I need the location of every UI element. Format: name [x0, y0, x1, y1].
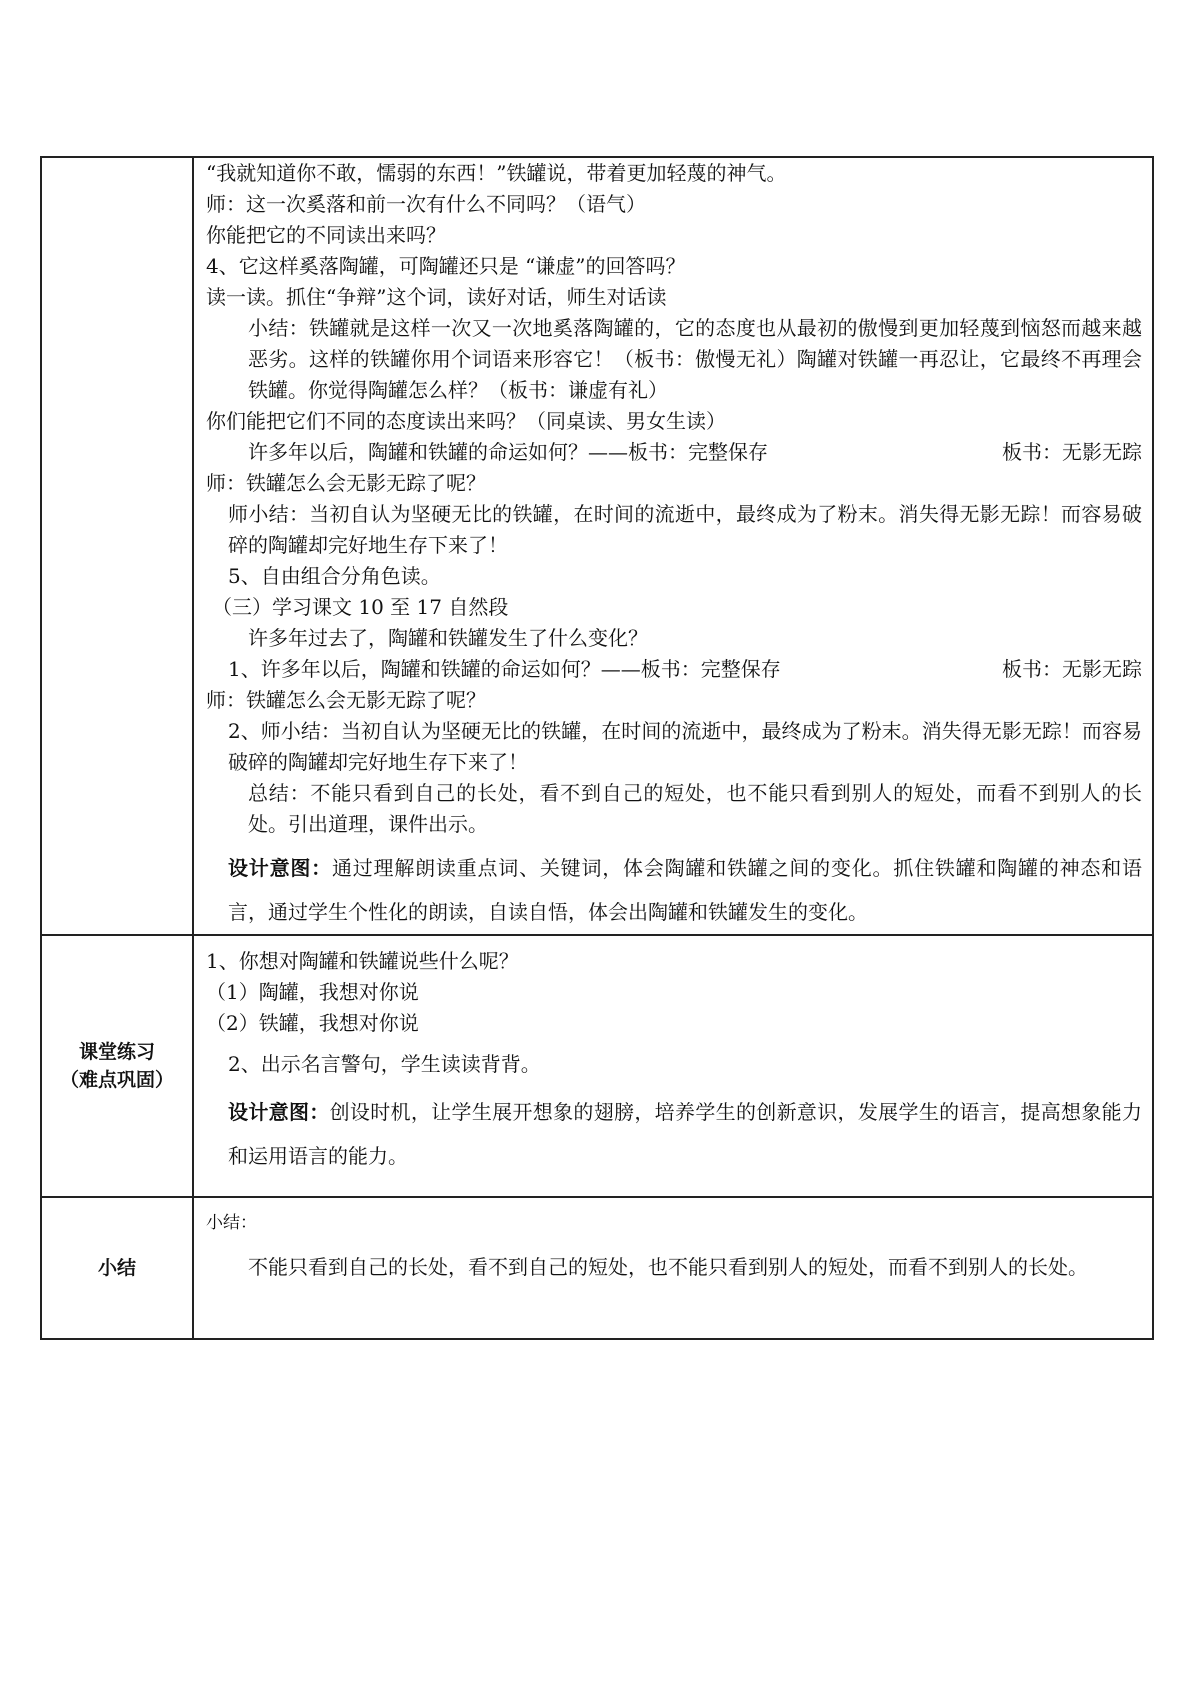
text-line: “我就知道你不敢，懦弱的东西！”铁罐说，带着更加轻蔑的神气。	[206, 161, 787, 185]
process-label-cell	[41, 157, 193, 935]
text-line-split	[206, 437, 1142, 468]
board-note: 板书：无影无踪	[1002, 440, 1142, 464]
paragraph-summary: 小结：铁罐就是这样一次又一次地奚落陶罐的，它的态度也从最初的傲慢到更加轻蔑到恼怒而越来越恶劣。这样的铁罐你用个词语来形容它！（板书：傲慢无礼）陶罐对铁罐一再忍让，它最终不再理会铁罐。你觉得陶罐怎么样？（板书：谦虚有礼）	[248, 316, 1142, 402]
text-line: 你能把它的不同读出来吗？	[206, 223, 446, 247]
practice-content	[194, 936, 1152, 1178]
text-line: 5、自由组合分角色读。	[228, 564, 441, 588]
process-content-cell	[193, 157, 1153, 935]
summary-heading: 小结：	[206, 1213, 257, 1233]
process-content	[194, 158, 1152, 934]
board-note: 板书：无影无踪	[1002, 657, 1142, 681]
table-row-process	[41, 157, 1153, 935]
text-line: （2）铁罐，我想对你说	[206, 1011, 419, 1035]
design-intent-text: 通过理解朗读重点词、关键词，体会陶罐和铁罐之间的变化。抓住铁罐和陶罐的神态和语言，通过学生个性化的朗读，自读自悟，体会出陶罐和铁罐发生的变化。	[228, 856, 1142, 924]
text-line: 师：铁罐怎么会无影无踪了呢？	[206, 471, 486, 495]
practice-label-cell	[41, 935, 193, 1197]
text-line: 2、出示名言警句，学生读读背背。	[228, 1052, 541, 1076]
text-line: 师：这一次奚落和前一次有什么不同吗？（语气）	[206, 192, 646, 216]
summary-content	[194, 1198, 1152, 1289]
design-intent-text: 创设时机，让学生展开想象的翅膀，培养学生的创新意识，发展学生的语言，提高想象能力和运用语言的能力。	[228, 1100, 1142, 1168]
text-line: 4、它这样奚落陶罐，可陶罐还只是 “谦虚”的回答吗？	[206, 254, 686, 278]
practice-label: 课堂练习	[78, 1041, 155, 1063]
lesson-plan-table	[40, 156, 1154, 1340]
practice-content-cell	[193, 935, 1153, 1197]
summary-text: 不能只看到自己的长处，看不到自己的短处，也不能只看到别人的短处，而看不到别人的长处。	[248, 1255, 1088, 1279]
text-line: 1、许多年以后，陶罐和铁罐的命运如何？——板书：完整保存	[228, 657, 781, 681]
text-line: 许多年以后，陶罐和铁罐的命运如何？——板书：完整保存	[248, 440, 768, 464]
text-line: 读一读。抓住“争辩”这个词，读好对话，师生对话读	[206, 285, 667, 309]
text-line: 许多年过去了，陶罐和铁罐发生了什么变化？	[248, 626, 648, 650]
table-row-summary	[41, 1197, 1153, 1339]
design-intent-label: 设计意图：	[228, 1100, 330, 1124]
design-intent	[206, 1090, 1142, 1178]
paragraph-teacher-summary: 2、师小结：当初自认为坚硬无比的铁罐，在时间的流逝中，最终成为了粉末。消失得无影无踪！而容易破碎的陶罐却完好地生存下来了！	[228, 719, 1142, 774]
summary-label: 小结	[97, 1257, 136, 1279]
design-intent-label: 设计意图：	[228, 856, 332, 880]
paragraph-teacher-summary: 师小结：当初自认为坚硬无比的铁罐，在时间的流逝中，最终成为了粉末。消失得无影无踪！而容易破碎的陶罐却完好地生存下来了！	[228, 502, 1142, 557]
text-line: （1）陶罐，我想对你说	[206, 980, 419, 1004]
text-line: 1、你想对陶罐和铁罐说些什么呢？	[206, 949, 519, 973]
table-row-practice	[41, 935, 1153, 1197]
summary-label-cell	[41, 1197, 193, 1339]
design-intent	[206, 846, 1142, 934]
text-line: 你们能把它们不同的态度读出来吗？（同桌读、男女生读）	[206, 409, 726, 433]
text-line-split	[206, 654, 1142, 685]
practice-sublabel: （难点巩固）	[59, 1069, 174, 1091]
section-heading: （三）学习课文 10 至 17 自然段	[212, 595, 509, 619]
text-line: 师：铁罐怎么会无影无踪了呢？	[206, 688, 486, 712]
paragraph-conclusion: 总结：不能只看到自己的长处，看不到自己的短处，也不能只看到别人的短处，而看不到别人的长处。引出道理，课件出示。	[248, 781, 1142, 836]
summary-content-cell	[193, 1197, 1153, 1339]
